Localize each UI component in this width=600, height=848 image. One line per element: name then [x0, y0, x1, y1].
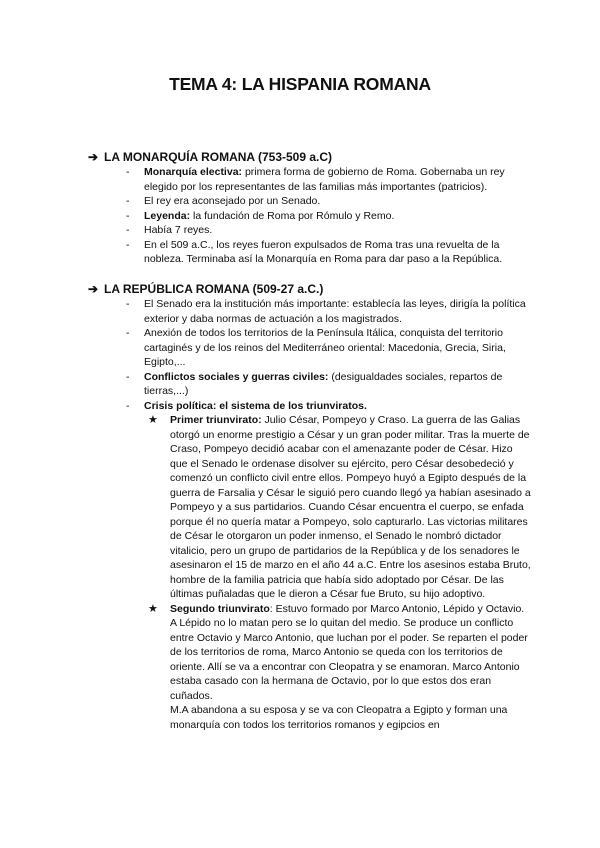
dash-icon: -	[126, 327, 130, 339]
dash-icon: -	[126, 238, 130, 251]
dash-icon: -	[126, 370, 130, 383]
list-item	[126, 194, 531, 209]
dash-icon: -	[126, 298, 130, 310]
triumvirate-item	[148, 602, 531, 733]
item-lead: Crisis política: el sistema de los triunviratos.	[144, 399, 367, 412]
document-title: TEMA 4: LA HISPANIA ROMANA	[169, 74, 431, 94]
section-heading-text: LA REPÚBLICA ROMANA (509-27 a.C.)	[104, 282, 324, 296]
list-item	[126, 223, 531, 238]
list-item	[126, 165, 531, 194]
item-text: El rey era aconsejado por un Senado.	[144, 195, 321, 207]
dash-icon: -	[126, 209, 130, 222]
star-icon: ★	[148, 414, 158, 426]
triumvirate-text: : Estuvo formado por Marco Antonio, Lépido y Octavio. A Lépido no lo matan pero se lo quitan del medio. Se produce un conflicto entre Octavio y Marco Antonio, que luchan por el poder. Se reparten el poder de los territorios de roma, Marco Antonio se queda con los territorios de oriente. Allí se va a encontrar con Cleopatra y se enamoran. Marco Antonio estaba casado con la hermana de Octavio, por lo que estos dos eran cuñados.	[170, 602, 528, 702]
arrow-icon: ➔	[88, 282, 99, 296]
dash-icon: -	[126, 166, 130, 178]
item-lead: Leyenda:	[144, 209, 191, 222]
triumvirate-text: Julio César, Pompeyo y Craso. La guerra de las Galias otorgó un enorme prestigio a César y un gran poder militar. Tras la muerte de Craso, Pompeyo decidió acabar con el amenazante poder de César. Hizo que el Senado le ordenase disolver su ejército, pero César desobedeció y comenzó un conflicto civil entre ellos. Pompeyo huyó a Egipto después de la guerra de Farsalia y César le siguió pero cuando llegó ya habían asesinado a Pompeyo y a sus partidarios. Cuando César encuentra el cuerpo, se enfada porque él no quería matar a Pompeyo, solo capturarlo. Las victorias militares de César le otorgaron un poder inmenso, el Senado le nombró dictador vitalicio, pero un grupo de partidarios de la República y de los senadores le asesinaron el 15 de marzo en el año 44 a.C. Entre los asesinos estaba Bruto, hombre de la familia patricia que había sido adoptado por César. De las últimas puñaladas que le dieron a César fue Bruto, su hijo adoptivo.	[170, 414, 531, 600]
triumvirate-text-continued: M.A abandona a su esposa y se va con Cleopatra a Egipto y forman una monarquía con todos los territorios romanos y egipcios en	[170, 704, 508, 731]
item-text: la fundación de Roma por Rómulo y Remo.	[190, 209, 395, 222]
item-text: El Senado era la institución más importante: establecía las leyes, dirigía la política exterior y daba normas de actuación a los magistrados.	[144, 298, 526, 325]
triumvirate-lead: Primer triunvirato:	[170, 414, 262, 426]
list-item	[126, 399, 531, 733]
dash-icon: -	[126, 399, 130, 412]
republica-list	[126, 297, 531, 732]
triumvirate-list	[144, 413, 531, 732]
arrow-icon: ➔	[88, 150, 99, 164]
item-text: En el 509 a.C., los reyes fueron expulsados de Roma tras una revuelta de la nobleza. Terminaba así la Monarquía en Roma para dar paso a la República.	[144, 238, 503, 265]
section-heading-monarquia	[88, 150, 332, 164]
list-item	[126, 297, 531, 326]
section-heading-text: LA MONARQUÍA ROMANA (753-509 a.C)	[104, 150, 333, 164]
item-text: (desigualdades sociales, repartos de tierras,...)	[144, 370, 503, 397]
list-item	[126, 370, 531, 399]
item-text: Había 7 reyes.	[144, 224, 213, 236]
item-text: primera forma de gobierno de Roma. Gobernaba un rey elegido por los representantes de las familias más importantes (patricios).	[144, 166, 505, 193]
item-lead: Monarquía electiva:	[144, 166, 243, 178]
star-icon: ★	[148, 602, 158, 615]
list-item	[126, 209, 531, 224]
dash-icon: -	[126, 195, 130, 207]
item-lead: Conflictos sociales y guerras civiles:	[144, 370, 329, 383]
monarquia-list	[126, 165, 531, 267]
section-heading-republica	[88, 282, 323, 296]
list-item	[126, 238, 531, 267]
triumvirate-item	[148, 413, 531, 602]
item-text: Anexión de todos los territorios de la Península Itálica, conquista del territorio cartaginés y de los reinos del Mediterráneo oriental: Macedonia, Grecia, Siria, Egipto,...	[144, 327, 506, 368]
triumvirate-lead: Segundo triunvirato	[170, 602, 270, 615]
dash-icon: -	[126, 224, 130, 236]
list-item	[126, 326, 531, 370]
